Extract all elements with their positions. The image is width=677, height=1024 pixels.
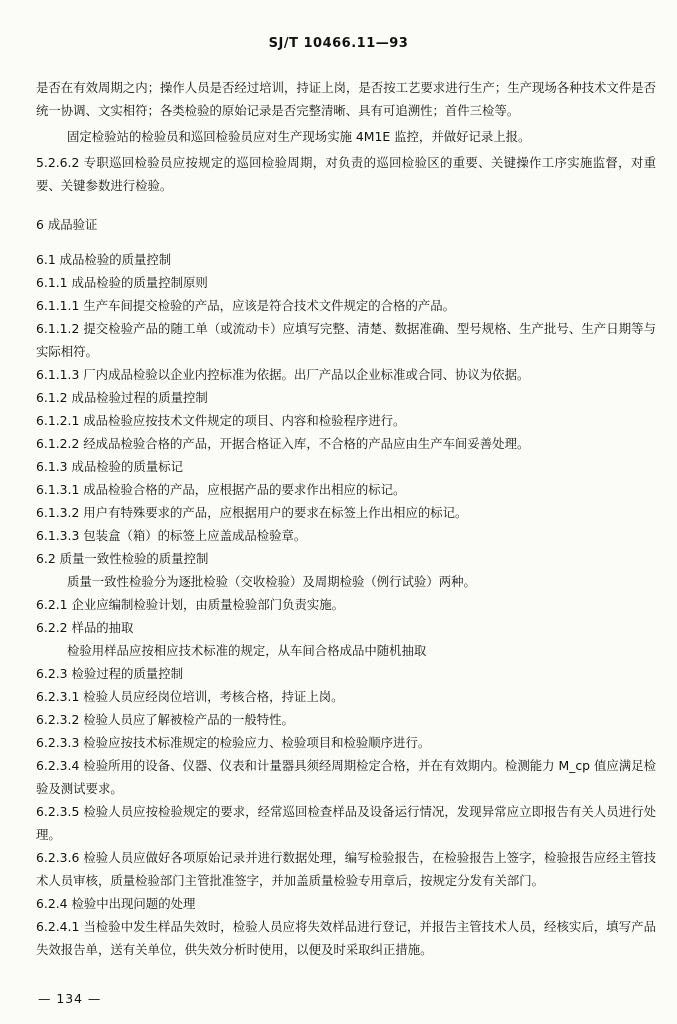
clause-heading: 6.1.1 成品检验的质量控制原则 (36, 275, 208, 290)
section-heading: 6 成品验证 (36, 217, 98, 232)
clause: 6.2.3.3 检验应按技术标准规定的检验应力、检验项目和检验顺序进行。 (36, 735, 431, 750)
clause: 6.2.4.1 当检验中发生样品失效时，检验人员应将失效样品进行登记，并报告主管技术人员，经核实后，填写产品失效报告单，送有关单位，供失效分析时使用，以便及时采取纠正措施。 (36, 919, 656, 957)
clause-heading: 6.2 质量一致性检验的质量控制 (36, 551, 209, 566)
clause: 6.2.3.4 检验所用的设备、仪器、仪表和计量器具须经周期检定合格，并在有效期内。检测能力 M_cp 值应满足检验及测试要求。 (36, 758, 656, 796)
clause: 6.1.1.3 厂内成品检验以企业内控标准为依据。出厂产品以企业标准或合同、协议为依据。 (36, 367, 530, 382)
clause: 6.2.3.2 检验人员应了解被检产品的一般特性。 (36, 712, 294, 727)
clause: 6.2.3.6 检验人员应做好各项原始记录并进行数据处理，编写检验报告，在检验报告上签字，检验报告应经主管技术人员审核，质量检验部门主管批准签字，并加盖质量检验专用章后，按规定分发有关部门。 (36, 850, 656, 888)
clause: 6.1.3.1 成品检验合格的产品，应根据产品的要求作出相应的标记。 (36, 482, 406, 497)
clause: 5.2.6.2 专职巡回检验员应按规定的巡回检验周期，对负责的巡回检验区的重要、关键操作工序实施监督，对重要、关键参数进行检验。 (36, 155, 656, 193)
clause-heading: 6.2.3 检验过程的质量控制 (36, 666, 183, 681)
clause-heading: 6.1 成品检验的质量控制 (36, 252, 172, 267)
clause: 6.1.1.2 提交检验产品的随工单（或流动卡）应填写完整、清楚、数据准确、型号规格、生产批号、生产日期等与实际相符。 (36, 321, 656, 359)
paragraph: 检验用样品应按相应技术标准的规定，从车间合格成品中随机抽取 (67, 643, 427, 658)
clause: 6.2.3.5 检验人员应按检验规定的要求，经常巡回检查样品及设备运行情况，发现异常应立即报告有关人员进行处理。 (36, 804, 656, 842)
clause: 6.1.2.2 经成品检验合格的产品，开据合格证入库，不合格的产品应由生产车间妥善处理。 (36, 436, 530, 451)
clause-heading: 6.2.2 样品的抽取 (36, 620, 134, 635)
standard-code-header: SJ/T 10466.11—93 (268, 36, 409, 51)
clause-heading: 6.1.3 成品检验的质量标记 (36, 459, 183, 474)
clause: 6.1.3.3 包装盒（箱）的标签上应盖成品检验章。 (36, 528, 307, 543)
clause: 6.1.1.1 生产车间提交检验的产品，应该是符合技术文件规定的合格的产品。 (36, 298, 456, 313)
clause: 6.2.1 企业应编制检验计划，由质量检验部门负责实施。 (36, 597, 345, 612)
paragraph: 质量一致性检验分为逐批检验（交收检验）及周期检验（例行试验）两种。 (67, 574, 476, 589)
clause-heading: 6.2.4 检验中出现问题的处理 (36, 896, 196, 911)
clause: 6.2.3.1 检验人员应经岗位培训，考核合格，持证上岗。 (36, 689, 344, 704)
document-body (36, 76, 656, 961)
clause: 6.1.2.1 成品检验应按技术文件规定的项目、内容和检验程序进行。 (36, 413, 406, 428)
clause-heading: 6.1.2 成品检验过程的质量控制 (36, 390, 208, 405)
clause: 6.1.3.2 用户有特殊要求的产品，应根据用户的要求在标签上作出相应的标记。 (36, 505, 468, 520)
paragraph: 是否在有效周期之内；操作人员是否经过培训，持证上岗，是否按工艺要求进行生产；生产现场各种技术文件是否统一协调、文实相符；各类检验的原始记录是否完整清晰、具有可追溯性；首件三检等。 (36, 80, 656, 118)
paragraph: 固定检验站的检验员和巡回检验员应对生产现场实施 4M1E 监控，并做好记录上报。 (67, 129, 531, 144)
page-number: — 134 — (38, 991, 102, 1006)
